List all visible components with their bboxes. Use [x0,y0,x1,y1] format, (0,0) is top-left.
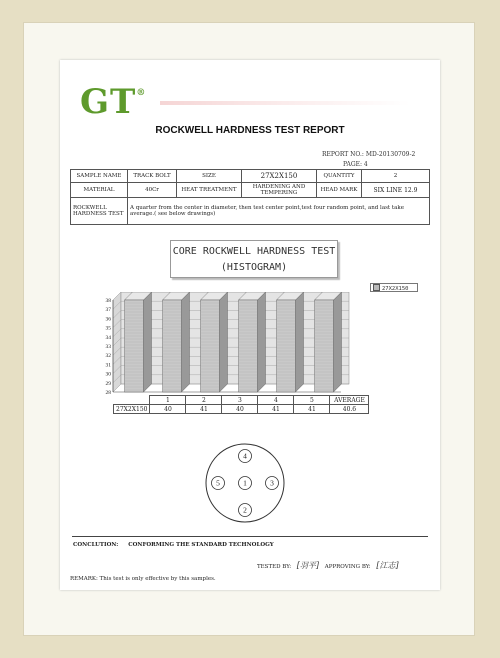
y-tick-label: 28 [105,390,111,396]
bar-side [334,292,342,392]
approving-by-label: APPROVING BY: [324,564,371,570]
y-tick-label: 32 [105,353,111,360]
quantity-label: QUANTITY [317,170,362,183]
head-mark-value: SIX LINE 12.9 [362,183,430,198]
histogram-title: CORE ROCKWELL HARDNESS TEST [172,246,336,257]
signatures [257,560,403,571]
test-point-label: 5 [216,478,220,488]
rockwell-label: ROCKWELL HARDNESS TEST [71,198,128,225]
series-label-cell: 27X2X150 [114,405,150,414]
tested-by-label: TESTED BY: [257,564,292,570]
value-cell: 40.6 [330,405,369,414]
quantity-value: 2 [362,170,430,183]
y-tick-label: 30 [105,371,111,378]
value-cell: 41 [186,405,222,414]
legend-label: 27X2X150 [382,286,409,292]
chart-data-table [113,395,369,414]
category-cell: 3 [222,396,258,405]
report-paper [60,60,440,590]
category-cell: 1 [150,396,186,405]
bar [315,300,334,392]
bar-side [220,292,228,392]
bar [163,300,182,392]
histogram-title-box [170,240,338,278]
size-label: SIZE [177,170,242,183]
chart-legend [370,283,418,292]
value-cell: 41 [294,405,330,414]
value-cell: 41 [258,405,294,414]
test-point-label: 4 [243,451,247,461]
y-tick-label: 29 [105,380,111,387]
heat-treatment-label: HEAT TREATMENT [177,183,242,198]
y-tick-label: 33 [105,344,111,350]
y-tick-label: 36 [105,316,111,323]
bar [201,300,220,392]
category-cell: 2 [186,396,222,405]
material-value: 40Cr [128,183,177,198]
bar [277,300,296,392]
bar-side [182,292,190,392]
page-number: PAGE: 4 [343,161,368,168]
sample-name-value: TRACK BOLT [128,170,177,183]
head-mark-label: HEAD MARK [317,183,362,198]
bar [239,300,258,392]
report-number: REPORT NO.: MD-20130709-2 [322,151,416,158]
gt-logo: GT® [80,82,147,122]
histogram-subtitle: (HISTOGRAM) [220,262,288,273]
y-tick-label: 31 [105,362,111,369]
info-table [70,169,430,225]
value-cell: 40 [222,405,258,414]
conclusion-rule [72,536,428,537]
sample-name-label: SAMPLE NAME [71,170,128,183]
y-tick-label: 38 [105,298,111,304]
y-tick-label: 35 [105,325,111,332]
value-cell: 40 [150,405,186,414]
test-point-label: 3 [270,478,274,488]
report-title: ROCKWELL HARDNESS TEST REPORT [155,125,345,136]
size-value: 27X2X150 [242,170,317,183]
bar-side [144,292,152,392]
category-cell: 4 [258,396,294,405]
material-label: MATERIAL [71,183,128,198]
tester-signature: [羽平] [296,561,320,570]
category-cell: 5 [294,396,330,405]
test-point-label: 1 [243,478,247,488]
hardness-chart [100,292,360,397]
y-tick-label: 34 [105,334,111,341]
rockwell-description: A quarter from the center in diameter, then test center point,test four random point, and last take average.( see below drawings) [128,198,430,225]
bar-side [296,292,304,392]
conclusion-label: CONCLUTION: [73,542,119,548]
logo-rule [160,101,410,105]
bar-side [258,292,266,392]
approver-signature: [江志] [376,561,399,570]
test-point-label: 2 [243,505,247,515]
conclusion [73,542,274,548]
y-tick-label: 37 [105,307,111,314]
heat-treatment-value: HARDENING AND TEMPERING [242,183,317,198]
test-point-diagram [203,441,287,525]
bar [125,300,144,392]
conclusion-text: CONFORMING THE STANDARD TECHNOLOGY [128,542,274,548]
legend-swatch [373,284,380,291]
category-cell: AVERAGE [330,396,369,405]
remark: REMARK: This test is only effective by this samples. [70,576,216,582]
table-corner [114,396,150,405]
